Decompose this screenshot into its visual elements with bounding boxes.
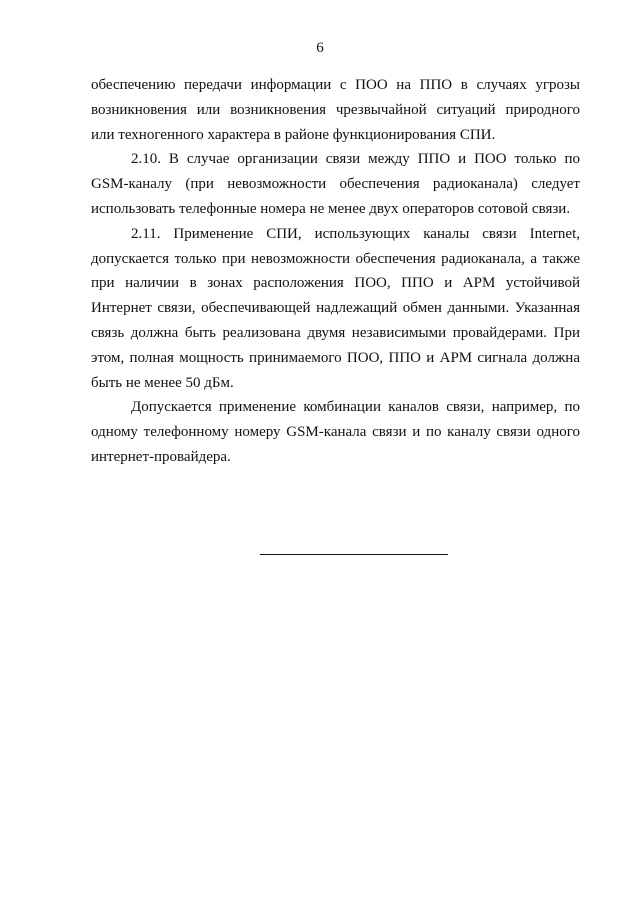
text-line: при наличии в зонах расположения ПОО, ППО и АРМ устойчивой [91,275,580,292]
paragraph-combination [91,395,580,469]
text-line: Допускается применение комбинации каналов связи, например, по [131,399,580,416]
text-line: 2.11. Применение СПИ, использующих каналы связи Internet, [131,225,580,242]
text-line: возникновения или возникновения чрезвычайной ситуаций природного [91,101,580,118]
text-line: 2.10. В случае организации связи между ППО и ПОО только по [131,151,580,168]
text-line: одному телефонному номеру GSM-канала связи и по каналу связи одного [91,424,580,441]
text-line: быть не менее 50 дБм. [91,374,234,391]
document-body [91,73,580,470]
end-of-document-rule [260,554,448,555]
text-line: допускается только при невозможности обеспечения радиоканала, а также [91,250,580,267]
paragraph-2-10 [91,147,580,221]
paragraph-continuation [91,73,580,147]
paragraph-2-11 [91,222,580,396]
text-line: использовать телефонные номера не менее двух операторов сотовой связи. [91,200,571,217]
text-line: GSM-каналу (при невозможности обеспечения радиоканала) следует [91,176,580,193]
text-line: связь должна быть реализована двумя независимыми провайдерами. При [91,324,580,341]
text-line: или техногенного характера в районе функционирования СПИ. [91,126,496,143]
text-line: интернет-провайдера. [91,448,231,465]
text-line: обеспечению передачи информации с ПОО на ППО в случаях угрозы [91,77,580,93]
page-number: 6 [316,40,324,56]
text-line: Интернет связи, обеспечивающей надлежащий обмен данными. Указанная [91,300,580,317]
text-line: этом, полная мощность принимаемого ПОО, ППО и АРМ сигнала должна [91,349,580,366]
